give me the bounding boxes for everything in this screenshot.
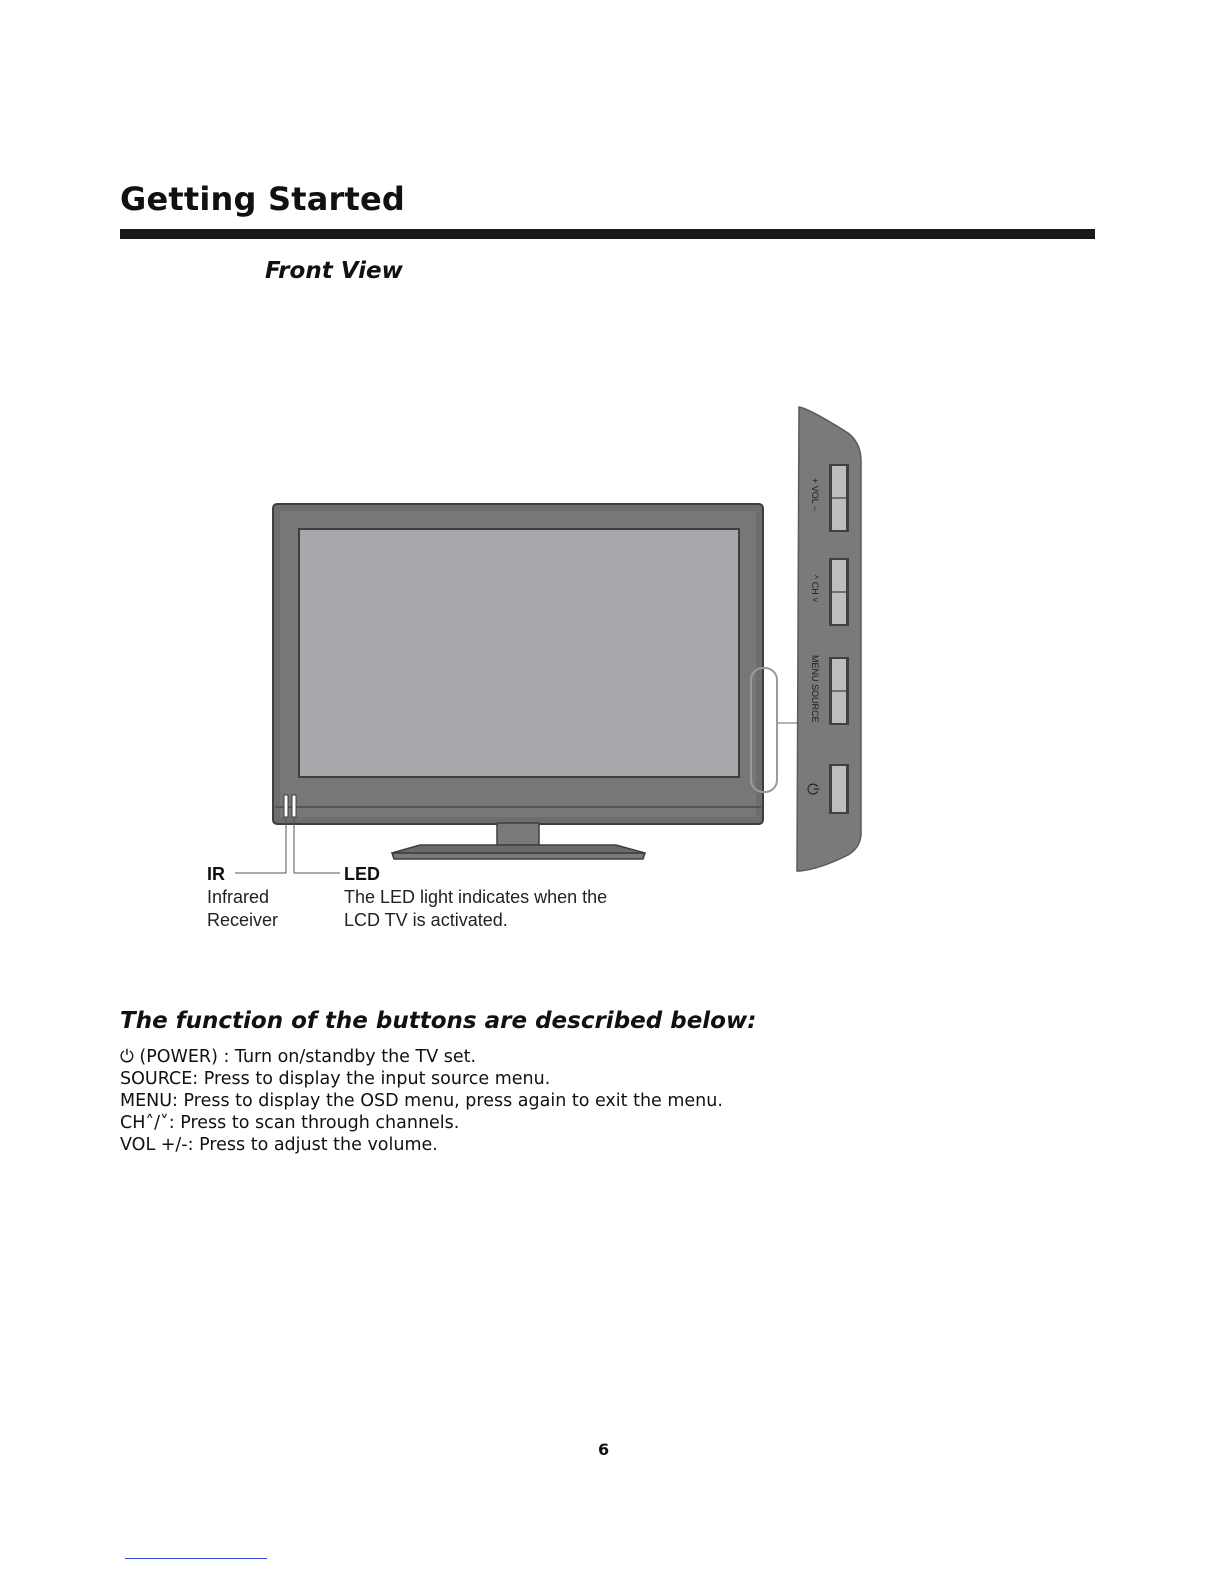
functions-title: The function of the buttons are described below: [120, 1008, 757, 1034]
led-sensor [292, 795, 296, 817]
ir-callout-line1: Infrared [207, 887, 270, 907]
footer-link-underline [125, 1558, 267, 1559]
page-number: 6 [598, 1440, 610, 1459]
led-callout-line1: The LED light indicates when the [344, 887, 608, 907]
power-button [829, 764, 849, 814]
ir-callout [207, 863, 317, 932]
functions-list [120, 1046, 723, 1156]
function-volume: VOL +/-: Press to adjust the volume. [120, 1135, 438, 1155]
ch-button [829, 558, 849, 626]
led-callout-head: LED [344, 864, 380, 884]
ch-label: ^ CH ˅ [810, 575, 820, 603]
led-callout-line2: LCD TV is activated. [344, 910, 508, 930]
menu-source-button [829, 657, 849, 725]
function-source: SOURCE: Press to display the input source menu. [120, 1069, 551, 1089]
tv-screen [299, 529, 739, 777]
page-title: Getting Started [120, 180, 405, 218]
function-menu: MENU: Press to display the OSD menu, press again to exit the menu. [120, 1091, 723, 1111]
power-icon: ⏻ [803, 783, 822, 795]
vol-button [829, 464, 849, 532]
ir-callout-head: IR [207, 864, 225, 884]
section-title: Front View [265, 258, 403, 284]
menu-source-label: MENU SOURCE [810, 655, 820, 723]
function-power: ⏻ (POWER) : Turn on/standby the TV set. [120, 1047, 477, 1067]
title-divider [120, 229, 1095, 239]
tv-front-view-diagram [180, 395, 900, 955]
ir-callout-line2: Receiver [207, 910, 279, 930]
ir-sensor [284, 795, 288, 817]
tv-stand-neck [497, 823, 539, 845]
led-callout [344, 863, 664, 932]
tv-stand-base [392, 853, 645, 859]
vol-label: + VOL − [810, 478, 820, 512]
function-channel: CH˄/˅: Press to scan through channels. [120, 1113, 460, 1133]
